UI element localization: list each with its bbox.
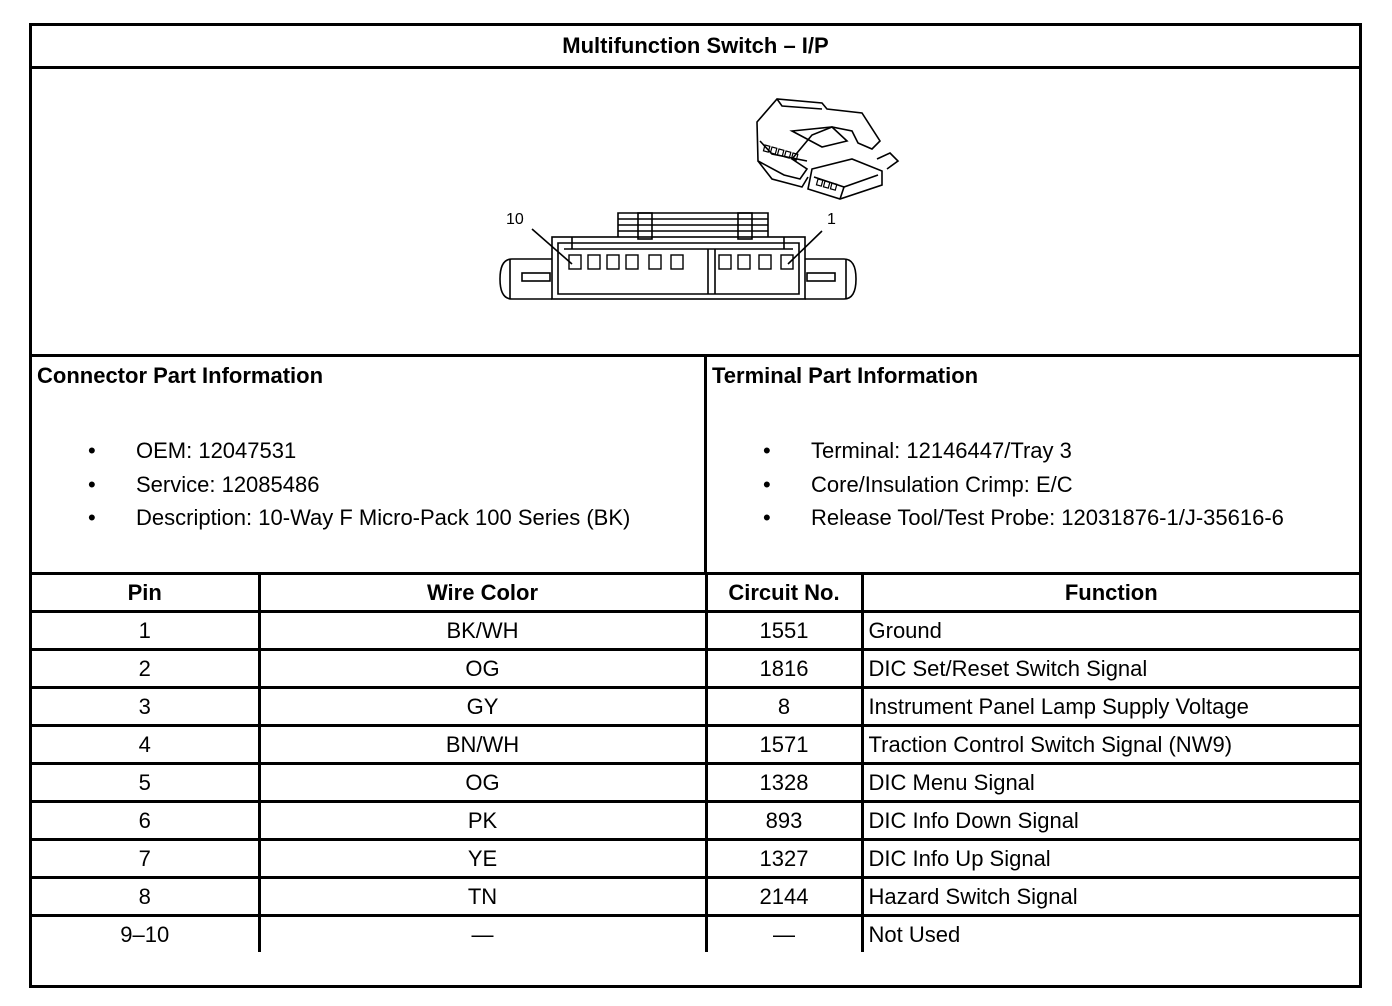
list-item: [707, 468, 1284, 502]
list-item: [32, 501, 630, 535]
terminal-info-terminal: Terminal: 12146447/Tray 3: [811, 438, 1072, 463]
cell-function: DIC Info Up Signal: [862, 840, 1359, 878]
bullet-icon: •: [88, 438, 96, 463]
connector-info-list: [32, 434, 630, 535]
terminal-part-info: [707, 357, 1359, 572]
pinout-table: [32, 575, 1359, 952]
cell-circuit: 8: [706, 688, 862, 726]
connector-info-oem: OEM: 12047531: [136, 438, 297, 463]
cell-pin: 4: [32, 726, 259, 764]
bullet-icon: •: [763, 505, 771, 530]
terminal-info-crimp: Core/Insulation Crimp: E/C: [811, 471, 1073, 497]
table-header-row: [32, 575, 1359, 612]
cell-function: Hazard Switch Signal: [862, 878, 1359, 916]
terminal-info-heading: Terminal Part Information: [712, 363, 979, 388]
part-info-section: [32, 357, 1359, 575]
cell-function: Instrument Panel Lamp Supply Voltage: [862, 688, 1359, 726]
cell-circuit: —: [706, 916, 862, 953]
table-row: [32, 612, 1359, 650]
connector-isometric-view: [757, 99, 898, 199]
header-pin: Pin: [32, 575, 259, 612]
table-row: [32, 916, 1359, 953]
cell-wire-color: —: [259, 916, 706, 953]
cell-function: Ground: [862, 612, 1359, 650]
terminal-info-tool: Release Tool/Test Probe: 12031876-1/J-35616-6: [811, 505, 1284, 530]
connector-front-view: [500, 213, 856, 299]
cell-circuit: 1551: [706, 612, 862, 650]
cell-function: Not Used: [862, 916, 1359, 953]
cell-function: DIC Info Down Signal: [862, 802, 1359, 840]
cell-function: DIC Set/Reset Switch Signal: [862, 650, 1359, 688]
pin-label-10: 10: [506, 211, 524, 228]
cell-circuit: 1328: [706, 764, 862, 802]
cell-wire-color: YE: [259, 840, 706, 878]
bullet-icon: •: [88, 471, 96, 497]
cell-wire-color: BK/WH: [259, 612, 706, 650]
pin-label-1: 1: [827, 211, 836, 228]
list-item: [707, 501, 1284, 535]
cell-pin: 8: [32, 878, 259, 916]
cell-pin: 7: [32, 840, 259, 878]
connector-part-info: [32, 357, 707, 572]
table-row: [32, 840, 1359, 878]
connector-info-heading: Connector Part Information: [37, 363, 324, 388]
connector-info-description: Description: 10-Way F Micro-Pack 100 Series (BK): [136, 505, 631, 530]
cell-pin: 9–10: [32, 916, 259, 953]
cell-wire-color: GY: [259, 688, 706, 726]
connector-figure: [32, 69, 1359, 357]
table-row: [32, 688, 1359, 726]
cell-function: Traction Control Switch Signal (NW9): [862, 726, 1359, 764]
cell-circuit: 893: [706, 802, 862, 840]
connector-drawing: [32, 69, 1359, 354]
list-item: [707, 434, 1284, 468]
cell-wire-color: PK: [259, 802, 706, 840]
table-row: [32, 802, 1359, 840]
cell-pin: 5: [32, 764, 259, 802]
bullet-icon: •: [763, 471, 771, 497]
cell-circuit: 2144: [706, 878, 862, 916]
table-row: [32, 764, 1359, 802]
list-item: [32, 468, 630, 502]
cell-circuit: 1327: [706, 840, 862, 878]
table-row: [32, 878, 1359, 916]
cell-pin: 6: [32, 802, 259, 840]
header-function: Function: [862, 575, 1359, 612]
header-wire-color: Wire Color: [259, 575, 706, 612]
page-title: Multifunction Switch – I/P: [32, 26, 1359, 69]
cell-wire-color: OG: [259, 650, 706, 688]
cell-pin: 1: [32, 612, 259, 650]
table-row: [32, 726, 1359, 764]
cell-pin: 3: [32, 688, 259, 726]
header-circuit-no: Circuit No.: [706, 575, 862, 612]
cell-circuit: 1571: [706, 726, 862, 764]
cell-pin: 2: [32, 650, 259, 688]
bullet-icon: •: [88, 505, 96, 530]
connector-info-service: Service: 12085486: [136, 471, 320, 497]
bullet-icon: •: [763, 438, 771, 463]
cell-function: DIC Menu Signal: [862, 764, 1359, 802]
terminal-info-list: [707, 434, 1284, 535]
list-item: [32, 434, 630, 468]
cell-wire-color: BN/WH: [259, 726, 706, 764]
table-row: [32, 650, 1359, 688]
cell-circuit: 1816: [706, 650, 862, 688]
connector-sheet: [29, 23, 1362, 988]
cell-wire-color: OG: [259, 764, 706, 802]
cell-wire-color: TN: [259, 878, 706, 916]
